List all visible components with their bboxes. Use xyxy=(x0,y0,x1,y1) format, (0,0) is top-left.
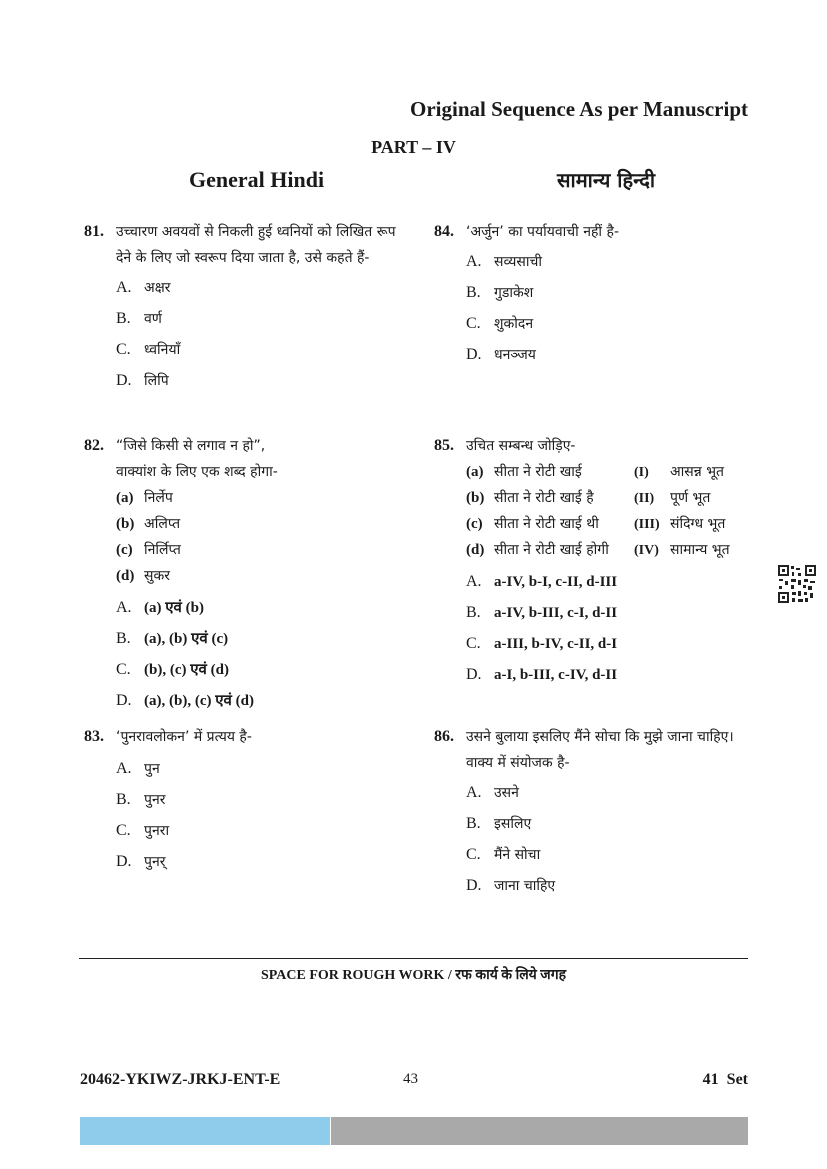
question-text-line2: वाक्य में संयोजक है- xyxy=(466,755,570,771)
option-c[interactable]: C. मैंने सोचा xyxy=(466,846,541,863)
question-number: 86. xyxy=(434,728,454,745)
part-heading: PART – IV xyxy=(371,137,456,157)
match-row-b: (b) सीता ने रोटी खाई है (II) पूर्ण भूत xyxy=(466,490,711,506)
question-number: 82. xyxy=(84,437,104,454)
rough-work-label: SPACE FOR ROUGH WORK / रफ कार्य के लिये जगह xyxy=(260,968,567,983)
question-86 xyxy=(434,724,754,904)
option-d[interactable]: D. a-I, b-III, c-IV, d-II xyxy=(466,666,618,683)
match-row-a: (a) सीता ने रोटी खाई (I) आसन्न भूत xyxy=(466,464,725,480)
question-number: 81. xyxy=(84,223,104,240)
question-text-line2: वाक्यांश के लिए एक शब्द होगा- xyxy=(116,464,278,480)
statement-d: (d) सुकर xyxy=(116,568,170,584)
option-b[interactable]: B. गुडाकेश xyxy=(466,284,534,301)
qr-code-icon xyxy=(777,564,817,604)
statement-b: (b) अलिप्त xyxy=(116,516,181,532)
sequence-heading: Original Sequence As per Manuscript xyxy=(410,97,748,121)
question-81 xyxy=(84,219,404,399)
question-text: उचित सम्बन्ध जोड़िए- xyxy=(466,438,576,454)
question-text: “जिसे किसी से लगाव न हो”, xyxy=(116,438,266,454)
option-c[interactable]: C. ध्वनियाँ xyxy=(116,341,181,358)
option-a[interactable]: A. अक्षर xyxy=(116,279,171,296)
option-d[interactable]: D. पुनर् xyxy=(116,853,166,870)
question-85 xyxy=(434,433,754,693)
question-number: 84. xyxy=(434,223,454,240)
statement-a: (a) निर्लेप xyxy=(116,490,173,506)
subject-hindi: सामान्य हिन्दी xyxy=(557,168,656,192)
match-row-c: (c) सीता ने रोटी खाई थी (III) संदिग्ध भूत xyxy=(466,516,726,532)
statement-c: (c) निर्लिप्त xyxy=(116,542,181,558)
option-c[interactable]: C. शुकोदन xyxy=(466,315,534,332)
question-text: उसने बुलाया इसलिए मैंने सोचा कि मुझे जाना चाहिए। xyxy=(466,729,734,745)
option-a[interactable]: A. पुन xyxy=(116,760,160,777)
question-83 xyxy=(84,724,404,880)
option-b[interactable]: B. वर्ण xyxy=(116,310,162,327)
option-b[interactable]: B. इसलिए xyxy=(466,815,532,832)
option-c[interactable]: C. पुनरा xyxy=(116,822,170,839)
question-84 xyxy=(434,219,754,373)
question-82 xyxy=(84,433,404,719)
subject-english: General Hindi xyxy=(189,167,325,192)
option-a[interactable]: A. (a) एवं (b) xyxy=(116,599,204,616)
option-c[interactable]: C. (b), (c) एवं (d) xyxy=(116,661,229,678)
option-a[interactable]: A. सव्यसाची xyxy=(466,253,542,270)
option-c[interactable]: C. a-III, b-IV, c-II, d-I xyxy=(466,635,618,652)
question-number: 83. xyxy=(84,728,104,745)
divider xyxy=(79,958,748,959)
question-text: उच्चारण अवयवों से निकली हुई ध्वनियों को लिखित रूप देने के लिए जो स्वरूप दिया जाता है, उसे कहते हैं- xyxy=(116,224,396,266)
page-number: 43 xyxy=(403,1071,418,1087)
footer-bar-gray xyxy=(331,1117,748,1145)
option-a[interactable]: A. a-IV, b-I, c-II, d-III xyxy=(466,573,618,590)
option-b[interactable]: B. (a), (b) एवं (c) xyxy=(116,630,229,647)
option-d[interactable]: D. धनञ्जय xyxy=(466,346,536,363)
option-d[interactable]: D. लिपि xyxy=(116,372,169,389)
match-row-d: (d) सीता ने रोटी खाई होगी (IV) सामान्य भूत xyxy=(466,542,730,558)
option-d[interactable]: D. (a), (b), (c) एवं (d) xyxy=(116,692,254,709)
option-a[interactable]: A. उसने xyxy=(466,784,519,801)
footer-bar-blue xyxy=(80,1117,330,1145)
question-text: ‘अर्जुन’ का पर्यायवाची नहीं है- xyxy=(466,224,619,240)
booklet-code: 20462-YKIWZ-JRKJ-ENT-E xyxy=(80,1071,281,1088)
option-d[interactable]: D. जाना चाहिए xyxy=(466,877,556,894)
set-number: 41 Set xyxy=(702,1071,748,1088)
option-b[interactable]: B. पुनर xyxy=(116,791,166,808)
question-number: 85. xyxy=(434,437,454,454)
option-b[interactable]: B. a-IV, b-III, c-I, d-II xyxy=(466,604,618,621)
question-text: ‘पुनरावलोकन’ में प्रत्यय है- xyxy=(116,729,252,745)
